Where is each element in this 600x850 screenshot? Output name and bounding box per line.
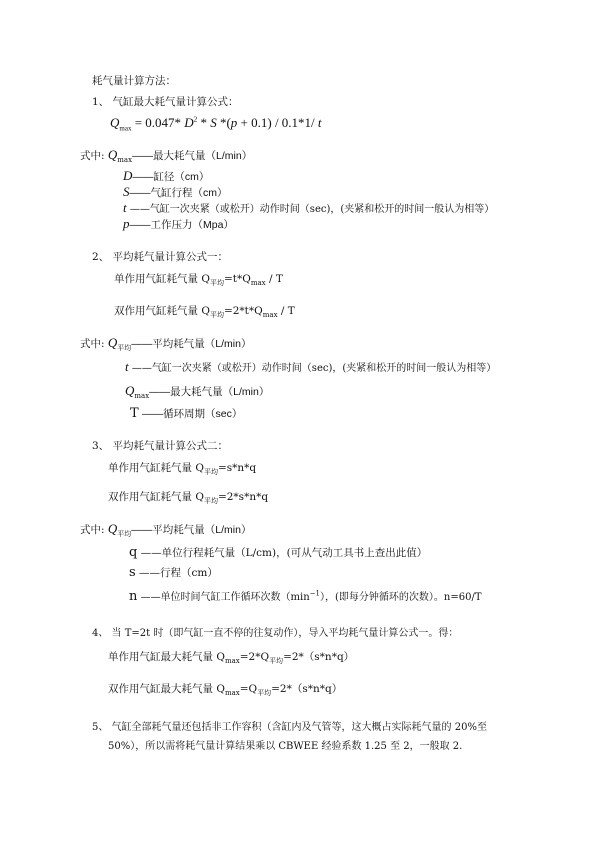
def-symbol: t [123,200,127,215]
formula-sub2: 平均 [257,689,272,698]
formula-mid: =Q [239,683,258,695]
qavg-desc: ——平均耗气量（L/min） [131,338,252,350]
section-3-heading: 3、 平均耗气量计算公式二： [92,440,229,452]
formula-mid: =t*Q [223,273,251,285]
formula-sub: 平均 [203,468,218,477]
formula-sub2: 平均 [269,657,284,666]
formula-pre: 单作用气缸耗气量 Q [108,462,204,474]
formula-sub: 平均 [203,497,218,506]
def-symbol: t [125,359,129,374]
s4-single-formula [108,650,354,664]
s2-single-formula [114,272,283,286]
s2-def-t [125,360,496,376]
formula-part-3: *( [216,115,231,130]
section-4-heading: 4、 当 T=2t 时（即气缸一直不停的往复动作），导入平均耗气量计算公式一。得： [92,628,459,639]
formula-t: t [317,115,322,130]
formula-sub2: max [262,311,278,320]
formula-sub2: max [250,279,266,288]
def-desc: ——循环周期（sec） [142,408,243,420]
section-5-line-2: 50%），所以需将耗气量计算结果乘以 CBWEE 经验系数 1.25 至 2，一般取 2. [108,741,463,752]
s2-def-T [130,407,242,421]
section-5-line-1: 5、 气缸全部耗气量还包括非工作容积（含缸内及气管等，这大概占实际耗气量的 20%至 [92,722,487,733]
def-symbol: D [123,168,133,183]
def-symbol: n [129,589,138,604]
def-sub: max [134,392,150,401]
def-t [123,201,494,217]
formula-end: =s*n*q [217,462,257,474]
formula-end: =2*（s*n*q） [283,651,355,663]
formula-end: =2*（s*n*q） [271,683,343,695]
def-desc: ——行程（cm） [139,567,218,579]
where-prefix: 式中: [80,338,105,350]
qmax-desc: ——最大耗气量（L/min） [132,150,253,162]
formula-pre: 单作用气缸最大耗气量 Q [108,651,225,663]
def-desc-b: ），(即每分钟循环的次数）。n=60/T [320,592,482,603]
def-desc: ——气缸行程（cm） [129,187,228,199]
def-desc: ——最大耗气量（L/min） [149,386,270,398]
formula-end: / T [277,305,295,317]
section-1-heading: 1、 气缸最大耗气量计算公式： [92,96,239,108]
qavg-symbol: Q [107,521,118,536]
formula-pre: 单作用气缸耗气量 Q [114,273,210,285]
s1-where-line [80,148,252,163]
formula-s: S [210,115,217,130]
formula-d: D [184,115,194,130]
qmax-symbol: Q [107,147,118,162]
formula-sub: 平均 [209,279,224,288]
formula-end: =2*s*n*q [217,491,269,503]
where-prefix: 式中: [80,524,105,536]
def-symbol: Q [125,383,135,398]
def-desc-a: ——单位时间气缸工作循环次数（min [140,592,310,603]
def-symbol: q [129,545,138,560]
formula-sub: 平均 [209,311,224,320]
formula-q-sub: max [119,124,132,133]
s2-double-formula [114,304,295,318]
s3-def-n [129,590,482,605]
qavg-desc: ——平均耗气量（L/min） [131,524,252,536]
max-consumption-formula [110,114,322,132]
def-desc: ——气缸一次夹紧（或松开）动作时间（sec)，(夹紧和松开的时间一般认为相等） [131,363,497,374]
def-desc: ——工作压力（Mpa） [129,219,234,231]
formula-q: Q [110,115,120,130]
s3-single-formula [108,461,256,475]
s3-def-s [129,566,218,580]
qavg-sub: 平均 [117,530,132,539]
def-p [123,217,234,232]
s2-where-line [80,336,251,351]
formula-sub: max [224,657,240,666]
s2-def-qmax [125,384,269,399]
section-2-heading: 2、 平均耗气量计算公式一： [92,251,229,263]
def-symbol: T [130,406,139,421]
formula-end: / T [265,273,283,285]
s3-double-formula [108,490,268,504]
formula-pre: 双作用气缸耗气量 Q [114,305,210,317]
formula-part-1: = 0.047* [131,115,185,130]
def-desc: ——单位行程耗气量（L/cm)，(可从气动工具书上查出此值） [140,547,428,559]
formula-pre: 双作用气缸最大耗气量 Q [108,683,225,695]
formula-d-sup: 2 [193,115,198,124]
qavg-sub: 平均 [117,344,132,353]
formula-pre: 双作用气缸耗气量 Q [108,491,204,503]
doc-title: 耗气量计算方法： [92,75,176,87]
def-desc: ——缸径（cm） [132,171,210,183]
def-symbol: p [123,216,130,231]
def-s [123,185,228,200]
def-desc: ——气缸一次夹紧（或松开）动作时间（sec)，(夹紧和松开的时间一般认为相等） [129,204,495,215]
formula-mid: =2*t*Q [223,305,263,317]
def-d [123,169,209,184]
def-symbol: S [123,184,130,199]
s4-double-formula [108,682,342,696]
where-prefix: 式中: [80,150,105,162]
qavg-symbol: Q [107,335,118,350]
s3-where-line [80,522,251,537]
formula-part-2: * [197,115,211,130]
formula-part-4: + 0.1) / 0.1*1/ [237,115,318,130]
def-symbol: s [129,565,136,580]
formula-mid: =2*Q [239,651,270,663]
formula-p: p [230,115,238,130]
def-sup: −1 [309,589,321,598]
formula-sub: max [224,689,240,698]
qmax-sub: max [117,156,133,165]
s3-def-q [129,546,427,560]
